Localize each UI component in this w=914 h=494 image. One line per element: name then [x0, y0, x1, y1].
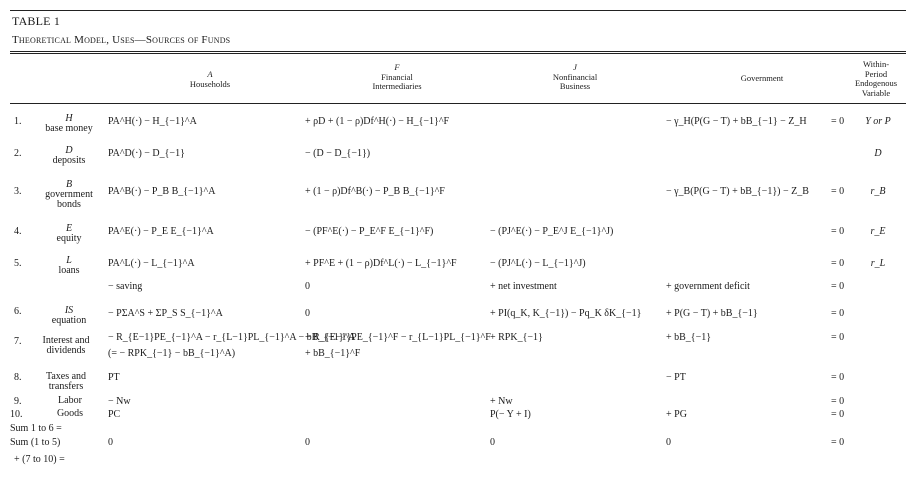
cell-sum-government: 0: [666, 437, 671, 448]
cell-r4-nonfinancial: − (PJ^E(·) − P_E^J E_{−1}^J): [490, 226, 614, 237]
cell-r9-nonfinancial: + Nw: [490, 396, 513, 407]
row-label-deposits: D deposits: [52, 145, 86, 166]
row-number-8: 8.: [14, 372, 22, 383]
cell-r1-financial: + ρD + (1 − ρ)Df^H(·) − H_{−1}^F: [305, 116, 450, 127]
cell-r7-financial-line2: + bB_{−1}^F: [305, 348, 361, 359]
column-header-nonfinancial-business: J Nonfinancial Business: [552, 62, 598, 91]
cell-sum-financial: 0: [305, 437, 310, 448]
table-title: TABLE 1: [12, 14, 61, 28]
cell-r8-equals: = 0: [831, 372, 845, 383]
cell-r4-households: PA^E(·) − P_E E_{−1}^A: [108, 226, 214, 237]
cell-saving-equals: = 0: [831, 281, 845, 292]
cell-r3-government: − γ_B(P(G − T) + bB_{−1}) − Z_B: [666, 186, 809, 197]
sum-label-line3: + (7 to 10) =: [14, 454, 65, 465]
sum-label-line2: Sum (1 to 5): [10, 437, 61, 448]
row-number-6: 6.: [14, 306, 22, 317]
cell-r10-equals: = 0: [831, 409, 845, 420]
cell-r1-endogenous: Y or P: [865, 116, 891, 127]
cell-r5-nonfinancial: − (PJ^L(·) − L_{−1}^J): [490, 258, 586, 269]
cell-r3-equals: = 0: [831, 186, 845, 197]
cell-r5-households: PA^L(·) − L_{−1}^A: [108, 258, 195, 269]
cell-saving-nonfinancial: + net investment: [490, 281, 557, 292]
cell-r6-nonfinancial: + PI(q_K, K_{−1}) − Pq_K δK_{−1}: [490, 308, 642, 319]
cell-r5-endogenous: r_L: [870, 258, 886, 269]
top-rule: [10, 10, 906, 11]
row-number-9: 9.: [14, 396, 22, 407]
cell-r7-equals: = 0: [831, 332, 845, 343]
cell-sum-equals: = 0: [831, 437, 845, 448]
row-label-base-money: H base money: [45, 113, 93, 134]
row-label-government-bonds: B government bonds: [45, 179, 93, 210]
cell-r7-government: + bB_{−1}: [666, 332, 712, 343]
header-bottom-rule: [10, 103, 906, 104]
header-rule-upper: [10, 51, 906, 52]
sum-label-line1: Sum 1 to 6 =: [10, 423, 62, 434]
cell-saving-households: − saving: [108, 281, 143, 292]
cell-r5-equals: = 0: [831, 258, 845, 269]
cell-r7-households-line2: (= − RPK_{−1} − bB_{−1}^A): [108, 348, 236, 359]
cell-r10-government: + PG: [666, 409, 687, 420]
cell-r9-households: − Nw: [108, 396, 131, 407]
cell-r8-households: PT: [108, 372, 120, 383]
row-number-5: 5.: [14, 258, 22, 269]
cell-r6-households: − PΣA^S + ΣP_S S_{−1}^A: [108, 308, 223, 319]
cell-r6-government: + P(G − T) + bB_{−1}: [666, 308, 758, 319]
row-number-3: 3.: [14, 186, 22, 197]
row-number-1: 1.: [14, 116, 22, 127]
cell-r2-financial: − (D − D_{−1}): [305, 148, 371, 159]
cell-r6-financial: 0: [305, 308, 310, 319]
row-label-labor: Labor: [58, 395, 82, 406]
cell-r2-households: PA^D(·) − D_{−1}: [108, 148, 185, 159]
cell-r1-households: PA^H(·) − H_{−1}^A: [108, 116, 197, 127]
row-label-equity: E equity: [56, 223, 82, 244]
cell-r5-financial: + PF^E + (1 − ρ)Df^L(·) − L_{−1}^F: [305, 258, 457, 269]
column-header-financial-intermediaries: F Financial Intermediaries: [372, 62, 422, 91]
cell-r1-government: − γ_H(P(G − T) + bB_{−1} − Z_H: [666, 116, 807, 127]
cell-saving-financial: 0: [305, 281, 310, 292]
cell-r7-households-line1: − R_{E−1}PE_{−1}^A − r_{L−1}PL_{−1}^A − bB_{−1}^A: [108, 332, 356, 343]
row-label-is-equation: IS equation: [51, 305, 87, 326]
cell-r10-nonfinancial: P(− Y + I): [490, 409, 531, 420]
cell-sum-households: 0: [108, 437, 113, 448]
cell-r3-financial: + (1 − ρ)Df^B(·) − P_B B_{−1}^F: [305, 186, 445, 197]
row-label-loans: L loans: [58, 255, 80, 276]
cell-sum-nonfinancial: 0: [490, 437, 495, 448]
column-header-government: Government: [740, 73, 784, 83]
cell-r10-households: PC: [108, 409, 121, 420]
cell-r2-endogenous: D: [874, 148, 882, 159]
column-header-endogenous-variable: Within- Period Endogenous Variable: [854, 59, 898, 98]
cell-r1-equals: = 0: [831, 116, 845, 127]
cell-r3-households: PA^B(·) − P_B B_{−1}^A: [108, 186, 216, 197]
row-number-7: 7.: [14, 336, 22, 347]
cell-r4-endogenous: r_E: [870, 226, 886, 237]
cell-r9-equals: = 0: [831, 396, 845, 407]
cell-saving-government: + government deficit: [666, 281, 750, 292]
cell-r7-financial-line1: + R_{E−1}PE_{−1}^F − r_{L−1}PL_{−1}^F: [305, 332, 491, 343]
row-number-2: 2.: [14, 148, 22, 159]
row-label-interest-dividends: Interest and dividends: [42, 335, 90, 356]
row-label-goods: Goods: [56, 408, 84, 419]
table-subtitle: Theoretical Model, Uses—Sources of Funds: [12, 34, 231, 46]
row-number-10: 10.: [10, 409, 23, 420]
cell-r4-equals: = 0: [831, 226, 845, 237]
column-header-households: A Households: [189, 69, 231, 89]
row-number-4: 4.: [14, 226, 22, 237]
row-label-taxes-transfers: Taxes and transfers: [45, 371, 87, 392]
cell-r4-financial: − (PF^E(·) − P_E^F E_{−1}^F): [305, 226, 434, 237]
cell-r3-endogenous: r_B: [870, 186, 886, 197]
cell-r7-nonfinancial: + RPK_{−1}: [490, 332, 543, 343]
cell-r6-equals: = 0: [831, 308, 845, 319]
header-rule-lower: [10, 53, 906, 54]
cell-r8-government: − PT: [666, 372, 686, 383]
